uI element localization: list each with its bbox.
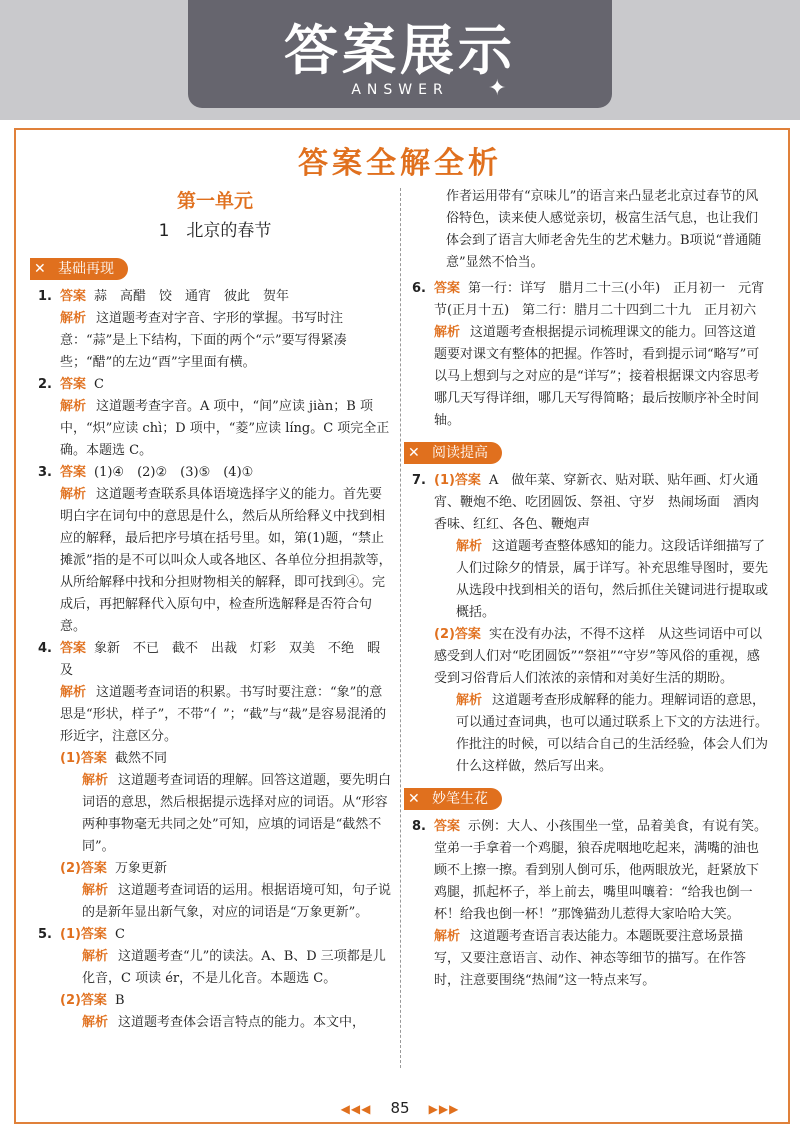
analysis-label: 解析 bbox=[60, 311, 87, 326]
analysis-block bbox=[38, 484, 392, 638]
sparkle-icon: ✦ bbox=[488, 76, 507, 101]
section-header-writing bbox=[404, 788, 502, 810]
answer-label: 答案 bbox=[60, 641, 87, 656]
analysis-label: 解析 bbox=[434, 929, 461, 944]
answer-text: 第一行：详写 腊月二十三(小年) 正月初一 元宵节(正月十五) 第二行：腊月二十四到二十九 正月初六 bbox=[434, 281, 765, 318]
analysis-text: 这道题考查词语的理解。回答这道题，要先明白词语的意思，然后根据提示选择对应的词语。从“形容两种事物毫无共同之处”可知，应填的词语是“截然不同”。 bbox=[82, 773, 392, 854]
analysis-text: 这道题考查字音。A 项中，“间”应读 jiàn；B 项中，“炽”应读 chì；D 项中，“菱”应读 líng。C 项完全正确。本题选 C。 bbox=[60, 399, 390, 458]
analysis-text: 这道题考查形成解释的能力。理解词语的意思，可以通过查词典，也可以通过联系上下文的方法进行。作批注的时候，可以结合自己的生活经验，体会人们为什么这样做，然后写出来。 bbox=[456, 693, 769, 774]
analysis-text: 这道题考查语言表达能力。本题既要注意场景描写，又要注意语言、动作、神态等细节的描写。在作答时，注意要围绕“热闹”这一特点来写。 bbox=[434, 929, 747, 988]
column-divider bbox=[400, 188, 401, 1068]
answer-text: C bbox=[94, 377, 104, 392]
analysis-label: 解析 bbox=[82, 949, 109, 964]
section-label: 阅读提高 bbox=[432, 445, 488, 461]
header-tab bbox=[188, 0, 612, 108]
section-icon: ✕ bbox=[408, 445, 420, 461]
question-1 bbox=[38, 286, 392, 308]
analysis-block bbox=[412, 926, 768, 992]
question-number: 8. bbox=[412, 819, 426, 834]
left-column bbox=[34, 186, 392, 1034]
question-2 bbox=[38, 374, 392, 396]
sub-answer-label: (2)答案 bbox=[60, 993, 107, 1008]
sub-answer-label: (1)答案 bbox=[60, 927, 107, 942]
sub-analysis-block bbox=[38, 946, 392, 990]
answer-text: (1)④ (2)② (3)⑤ (4)① bbox=[94, 465, 254, 480]
header-banner bbox=[0, 0, 800, 120]
sub-answer-label: (2)答案 bbox=[434, 627, 481, 642]
analysis-label: 解析 bbox=[82, 1015, 109, 1030]
analysis-label: 解析 bbox=[82, 883, 109, 898]
sub-answer-text: 截然不同 bbox=[114, 751, 167, 766]
section-label: 妙笔生花 bbox=[432, 791, 488, 807]
analysis-text: 这道题考查词语的积累。书写时要注意：“象”的意思是“形状，样子”，不带“亻”；“截”与“裁”是容易混淆的形近字，注意区分。 bbox=[60, 685, 387, 744]
sub-analysis-block bbox=[38, 880, 392, 924]
answer-text: 蒜 高醋 饺 通宵 彼此 贺年 bbox=[94, 289, 290, 304]
answer-label: 答案 bbox=[434, 281, 461, 296]
answer-label: 答案 bbox=[60, 465, 87, 480]
analysis-label: 解析 bbox=[456, 693, 483, 708]
sub-answer bbox=[38, 748, 392, 770]
header-subtitle: ANSWER bbox=[351, 82, 449, 98]
question-number: 1. bbox=[38, 289, 52, 304]
analysis-text: 这道题考查联系具体语境选择字义的能力。首先要明白字在词句中的意思是什么，然后从所给释义中找到相应的解释，最后把序号填在括号里。如，第(1)题，“禁止摊派”指的是不可以叫众人或各地区、各单位分担捐款等，从所给解释中找和分担财物相关的解释，即可找到④。完成后，再把解释代入原句中，检查所选解释是否符合句意。 bbox=[60, 487, 392, 634]
page-footer bbox=[0, 1098, 800, 1117]
analysis-label: 解析 bbox=[60, 685, 87, 700]
question-number: 4. bbox=[38, 641, 52, 656]
analysis-continued: 作者运用带有“京味儿”的语言来凸显老北京过春节的风俗特色，读来使人感觉亲切，极富生活气息，也让我们体会到了语言大师老舍先生的艺术魅力。B项说“普通随意”显然不恰当。 bbox=[446, 189, 762, 270]
sub-answer-text: B bbox=[114, 993, 125, 1008]
question-number: 2. bbox=[38, 377, 52, 392]
section-icon: ✕ bbox=[34, 261, 46, 277]
sub-answer-text: A 做年菜、穿新衣、贴对联、贴年画、灯火通宵、鞭炮不绝、吃团圆饭、祭祖、守岁 热闹场面 酒肉香味、红红、各色、鞭炮声 bbox=[434, 473, 760, 532]
section-icon: ✕ bbox=[408, 791, 420, 807]
sheet-title: 答案全解全析 bbox=[298, 146, 502, 181]
sub-analysis-block bbox=[412, 690, 768, 778]
analysis-text: 这道题考查整体感知的能力。这段话详细描写了人们过除夕的情景，属于详写。补充思维导图时，要先从选段中找到相关的语句，然后抓住关键词进行提取或概括。 bbox=[456, 539, 769, 620]
analysis-block bbox=[412, 322, 768, 432]
analysis-label: 解析 bbox=[456, 539, 483, 554]
analysis-label: 解析 bbox=[82, 773, 109, 788]
sub-analysis-block bbox=[38, 1012, 392, 1034]
question-number: 3. bbox=[38, 465, 52, 480]
analysis-block bbox=[38, 396, 392, 462]
sub-answer-text: 实在没有办法，不得不这样 从这些词语中可以感受到人们对“吃团圆饭”“祭祖”“守岁”等风俗的重视，感受到习俗背后人们浓浓的亲情和对美好生活的期盼。 bbox=[434, 627, 762, 686]
sub-analysis-block bbox=[38, 770, 392, 858]
question-6 bbox=[412, 278, 768, 322]
section-header-reading bbox=[404, 442, 502, 464]
analysis-block bbox=[38, 682, 392, 748]
sub-answer-label: (1)答案 bbox=[60, 751, 107, 766]
analysis-block bbox=[38, 308, 392, 374]
analysis-text: 这道题考查词语的运用。根据语境可知，句子说的是新年显出新气象，对应的词语是“万象更新”。 bbox=[82, 883, 392, 920]
question-4 bbox=[38, 638, 392, 682]
unit-title: 第一单元 bbox=[176, 190, 253, 212]
analysis-text: 这道题考查体会语言特点的能力。本文中， bbox=[118, 1015, 366, 1030]
question-number: 7. bbox=[412, 473, 426, 488]
right-column bbox=[408, 186, 769, 992]
question-5 bbox=[38, 924, 392, 946]
sub-answer-label: (2)答案 bbox=[60, 861, 107, 876]
answer-label: 答案 bbox=[434, 819, 461, 834]
sub-answer bbox=[412, 624, 768, 690]
question-3 bbox=[38, 462, 392, 484]
question-number: 5. bbox=[38, 927, 52, 942]
right-arrows-icon: ▶▶▶ bbox=[428, 1102, 460, 1116]
sub-answer-text: 万象更新 bbox=[114, 861, 167, 876]
question-8 bbox=[412, 816, 768, 926]
lesson-title: 1 北京的春节 bbox=[158, 221, 272, 241]
page-number: 85 bbox=[390, 1099, 410, 1117]
analysis-label: 解析 bbox=[60, 487, 87, 502]
question-number: 6. bbox=[412, 281, 426, 296]
section-label: 基础再现 bbox=[58, 261, 114, 277]
left-arrows-icon: ◀◀◀ bbox=[340, 1102, 372, 1116]
answer-label: 答案 bbox=[60, 289, 87, 304]
section-header-basic bbox=[30, 258, 128, 280]
answer-text: 象新 不已 截不 出裁 灯彩 双美 不绝 暇及 bbox=[60, 641, 381, 678]
analysis-label: 解析 bbox=[60, 399, 87, 414]
sub-analysis-block bbox=[412, 536, 768, 624]
sub-answer bbox=[38, 858, 392, 880]
answer-text: 示例：大人、小孩围坐一堂，品着美食，有说有笑。堂弟一手拿着一个鸡腿，狼吞虎咽地吃起来，满嘴的油也顾不上擦一擦。看到别人倒可乐，他两眼放光，赶紧放下鸡腿，抓起杯子，举上前去，嘴里叫嚷着：“给我也倒一杯！给我也倒一杯！”那馋猫劲儿惹得大家哈哈大笑。 bbox=[434, 819, 768, 922]
sub-answer bbox=[38, 990, 392, 1012]
sub-answer-label: (1)答案 bbox=[434, 473, 481, 488]
header-title: 答案展示 bbox=[284, 19, 516, 82]
answer-label: 答案 bbox=[60, 377, 87, 392]
analysis-label: 解析 bbox=[434, 325, 461, 340]
analysis-text: 这道题考查根据提示词梳理课文的能力。回答这道题要对课文有整体的把握。作答时，看到提示词“略写”可以马上想到与之对应的是“详写”；接着根据课文内容思考哪几天写得详细，哪几天写得简略；最后按顺序补全时间轴。 bbox=[434, 325, 760, 428]
question-7 bbox=[412, 470, 768, 536]
analysis-text: 这道题考查“儿”的读法。A、B、D 三项都是儿化音，C 项读 ér，不是儿化音。本题选 C。 bbox=[82, 949, 386, 986]
sub-answer-text: C bbox=[114, 927, 125, 942]
analysis-text: 这道题考查对字音、字形的掌握。书写时注意：“蒜”是上下结构，下面的两个“示”要写得紧凑些；“醋”的左边“酉”字里面有横。 bbox=[60, 311, 347, 370]
